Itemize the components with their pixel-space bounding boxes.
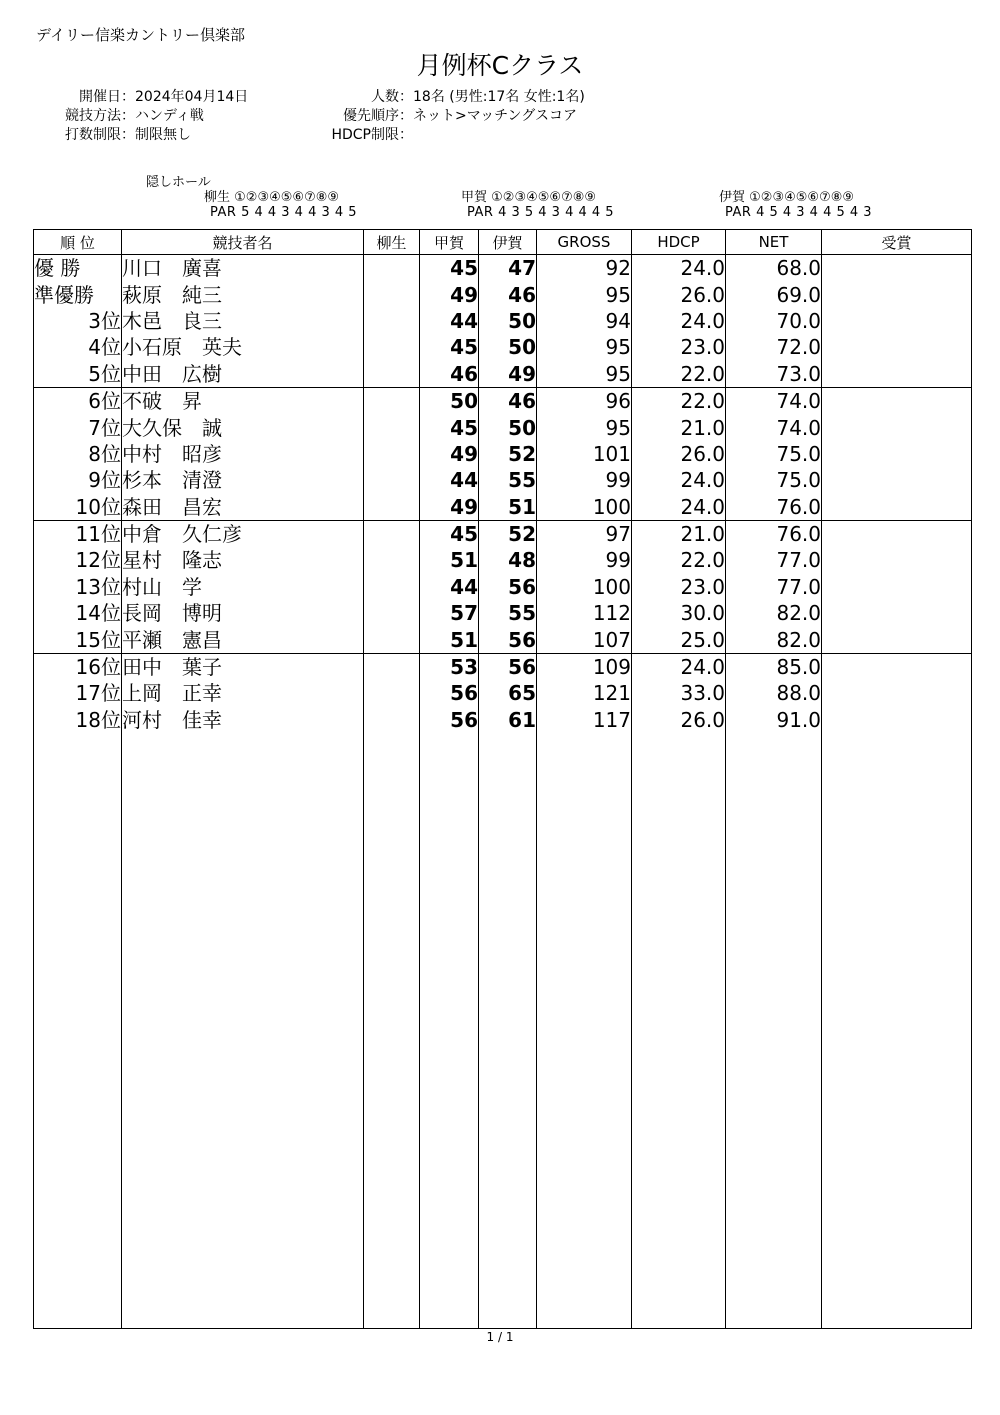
iga-score: 56 bbox=[479, 574, 537, 600]
name-cell: 田中 葉子 bbox=[122, 653, 364, 680]
rank-cell: 12位 bbox=[34, 547, 122, 573]
koka-score: 50 bbox=[420, 387, 479, 414]
yagyu-score bbox=[364, 334, 420, 360]
koka-score: 57 bbox=[420, 600, 479, 626]
koka-score: 45 bbox=[420, 334, 479, 360]
table-row bbox=[34, 334, 972, 360]
award-cell bbox=[822, 308, 972, 334]
gross-score: 107 bbox=[537, 626, 632, 653]
priority-value: ネット>マッチングスコア bbox=[413, 108, 578, 124]
header-rank: 順 位 bbox=[34, 230, 122, 255]
iga-score: 61 bbox=[479, 707, 537, 733]
net-score: 70.0 bbox=[726, 308, 822, 334]
koka-score: 44 bbox=[420, 574, 479, 600]
table-header-row bbox=[34, 230, 972, 255]
name-cell: 小石原 英夫 bbox=[122, 334, 364, 360]
table-row bbox=[34, 281, 972, 307]
koka-score: 49 bbox=[420, 441, 479, 467]
koka-score: 45 bbox=[420, 520, 479, 547]
rank-cell: 5位 bbox=[34, 361, 122, 388]
name-cell: 上岡 正幸 bbox=[122, 680, 364, 706]
format-label: 競技方法： bbox=[65, 108, 135, 124]
table-row bbox=[34, 441, 972, 467]
yagyu-score bbox=[364, 626, 420, 653]
rank-cell: 14位 bbox=[34, 600, 122, 626]
hole-marks: ①②③④⑤⑥⑦⑧⑨ bbox=[749, 190, 855, 205]
award-cell bbox=[822, 520, 972, 547]
hole-marks: ①②③④⑤⑥⑦⑧⑨ bbox=[491, 190, 597, 205]
name-cell: 河村 佳幸 bbox=[122, 707, 364, 733]
table-row bbox=[34, 547, 972, 573]
rank-cell: 16位 bbox=[34, 653, 122, 680]
rank-cell: 11位 bbox=[34, 520, 122, 547]
results-table bbox=[33, 229, 972, 1329]
info-hdcp bbox=[0, 124, 413, 144]
gross-score: 97 bbox=[537, 520, 632, 547]
net-score: 88.0 bbox=[726, 680, 822, 706]
hdcp-value: 24.0 bbox=[632, 255, 726, 282]
hdcp-value: 24.0 bbox=[632, 308, 726, 334]
table-row bbox=[34, 520, 972, 547]
rank-cell: 10位 bbox=[34, 494, 122, 521]
gross-score: 99 bbox=[537, 547, 632, 573]
koka-score: 56 bbox=[420, 707, 479, 733]
net-score: 73.0 bbox=[726, 361, 822, 388]
hdcp-label: HDCP制限： bbox=[331, 127, 413, 143]
net-score: 75.0 bbox=[726, 467, 822, 493]
format-value: ハンディ戦 bbox=[135, 108, 204, 124]
net-score: 72.0 bbox=[726, 334, 822, 360]
gross-score: 100 bbox=[537, 574, 632, 600]
info-priority bbox=[0, 105, 577, 125]
limit-label: 打数制限： bbox=[65, 127, 135, 143]
net-score: 75.0 bbox=[726, 441, 822, 467]
rank-cell: 優 勝 bbox=[34, 255, 122, 282]
koka-score: 45 bbox=[420, 255, 479, 282]
hidden-holes-title: 隠しホール bbox=[146, 175, 211, 190]
gross-score: 121 bbox=[537, 680, 632, 706]
iga-score: 50 bbox=[479, 414, 537, 440]
koka-score: 45 bbox=[420, 414, 479, 440]
koka-score: 53 bbox=[420, 653, 479, 680]
gross-score: 95 bbox=[537, 414, 632, 440]
limit-value: 制限無し bbox=[135, 127, 191, 143]
award-cell bbox=[822, 494, 972, 521]
table-row bbox=[34, 680, 972, 706]
page-number: 1 / 1 bbox=[486, 1330, 514, 1344]
header-award: 受賞 bbox=[822, 230, 972, 255]
yagyu-score bbox=[364, 414, 420, 440]
award-cell bbox=[822, 255, 972, 282]
empty-cell bbox=[632, 733, 726, 1329]
koka-score: 51 bbox=[420, 626, 479, 653]
net-score: 68.0 bbox=[726, 255, 822, 282]
net-score: 76.0 bbox=[726, 494, 822, 521]
empty-cell bbox=[122, 733, 364, 1329]
table-row bbox=[34, 494, 972, 521]
yagyu-score bbox=[364, 680, 420, 706]
par-line-course-1: PAR 5 4 4 3 4 4 3 4 5 bbox=[210, 205, 358, 220]
yagyu-score bbox=[364, 520, 420, 547]
header-yagyu: 柳生 bbox=[364, 230, 420, 255]
empty-cell bbox=[726, 733, 822, 1329]
hdcp-value: 26.0 bbox=[632, 441, 726, 467]
gross-score: 94 bbox=[537, 308, 632, 334]
hidden-holes-course-2 bbox=[461, 186, 596, 205]
rank-cell: 準優勝 bbox=[34, 281, 122, 307]
gross-score: 109 bbox=[537, 653, 632, 680]
yagyu-score bbox=[364, 494, 420, 521]
award-cell bbox=[822, 626, 972, 653]
name-cell: 不破 昇 bbox=[122, 387, 364, 414]
name-cell: 川口 廣喜 bbox=[122, 255, 364, 282]
empty-cell bbox=[364, 733, 420, 1329]
yagyu-score bbox=[364, 281, 420, 307]
net-score: 82.0 bbox=[726, 600, 822, 626]
award-cell bbox=[822, 600, 972, 626]
hdcp-value: 22.0 bbox=[632, 547, 726, 573]
page-title: 月例杯Cクラス bbox=[416, 51, 584, 80]
net-score: 69.0 bbox=[726, 281, 822, 307]
rank-cell: 17位 bbox=[34, 680, 122, 706]
empty-cell bbox=[822, 733, 972, 1329]
net-score: 82.0 bbox=[726, 626, 822, 653]
table-row bbox=[34, 626, 972, 653]
table-row bbox=[34, 467, 972, 493]
koka-score: 44 bbox=[420, 308, 479, 334]
empty-cell bbox=[479, 733, 537, 1329]
yagyu-score bbox=[364, 574, 420, 600]
course-name: 伊賀 bbox=[719, 190, 746, 205]
award-cell bbox=[822, 653, 972, 680]
priority-label: 優先順序： bbox=[343, 108, 413, 124]
rank-cell: 15位 bbox=[34, 626, 122, 653]
table-row bbox=[34, 308, 972, 334]
award-cell bbox=[822, 707, 972, 733]
table-row bbox=[34, 361, 972, 388]
table-row bbox=[34, 653, 972, 680]
rank-cell: 8位 bbox=[34, 441, 122, 467]
hdcp-value: 23.0 bbox=[632, 574, 726, 600]
name-cell: 中村 昭彦 bbox=[122, 441, 364, 467]
iga-score: 47 bbox=[479, 255, 537, 282]
hole-marks: ①②③④⑤⑥⑦⑧⑨ bbox=[234, 190, 340, 205]
table-row bbox=[34, 707, 972, 733]
header-net: NET bbox=[726, 230, 822, 255]
hdcp-value: 26.0 bbox=[632, 281, 726, 307]
table-filler-row bbox=[34, 733, 972, 1329]
yagyu-score bbox=[364, 547, 420, 573]
hdcp-value: 23.0 bbox=[632, 334, 726, 360]
hdcp-value: 24.0 bbox=[632, 494, 726, 521]
gross-score: 112 bbox=[537, 600, 632, 626]
yagyu-score bbox=[364, 308, 420, 334]
hdcp-value: 25.0 bbox=[632, 626, 726, 653]
award-cell bbox=[822, 441, 972, 467]
yagyu-score bbox=[364, 600, 420, 626]
club-name: デイリー信楽カントリー倶楽部 bbox=[36, 26, 245, 44]
gross-score: 95 bbox=[537, 334, 632, 360]
gross-score: 92 bbox=[537, 255, 632, 282]
par-line-course-2: PAR 4 3 5 4 3 4 4 4 5 bbox=[467, 205, 615, 220]
award-cell bbox=[822, 334, 972, 360]
hdcp-value: 30.0 bbox=[632, 600, 726, 626]
koka-score: 46 bbox=[420, 361, 479, 388]
hdcp-value: 26.0 bbox=[632, 707, 726, 733]
gross-score: 95 bbox=[537, 361, 632, 388]
header-gross: GROSS bbox=[537, 230, 632, 255]
award-cell bbox=[822, 361, 972, 388]
name-cell: 萩原 純三 bbox=[122, 281, 364, 307]
hdcp-value: 33.0 bbox=[632, 680, 726, 706]
gross-score: 101 bbox=[537, 441, 632, 467]
koka-score: 49 bbox=[420, 494, 479, 521]
net-score: 76.0 bbox=[726, 520, 822, 547]
yagyu-score bbox=[364, 707, 420, 733]
name-cell: 長岡 博明 bbox=[122, 600, 364, 626]
rank-cell: 13位 bbox=[34, 574, 122, 600]
header-iga: 伊賀 bbox=[479, 230, 537, 255]
table-row bbox=[34, 255, 972, 282]
table-row bbox=[34, 600, 972, 626]
iga-score: 48 bbox=[479, 547, 537, 573]
rank-cell: 6位 bbox=[34, 387, 122, 414]
iga-score: 56 bbox=[479, 653, 537, 680]
name-cell: 星村 隆志 bbox=[122, 547, 364, 573]
name-cell: 木邑 良三 bbox=[122, 308, 364, 334]
net-score: 74.0 bbox=[726, 414, 822, 440]
net-score: 74.0 bbox=[726, 387, 822, 414]
gross-score: 99 bbox=[537, 467, 632, 493]
hdcp-value: 21.0 bbox=[632, 520, 726, 547]
rank-cell: 3位 bbox=[34, 308, 122, 334]
award-cell bbox=[822, 387, 972, 414]
net-score: 85.0 bbox=[726, 653, 822, 680]
header-hdcp: HDCP bbox=[632, 230, 726, 255]
yagyu-score bbox=[364, 467, 420, 493]
hdcp-value: 22.0 bbox=[632, 387, 726, 414]
hdcp-value: 24.0 bbox=[632, 653, 726, 680]
yagyu-score bbox=[364, 387, 420, 414]
award-cell bbox=[822, 281, 972, 307]
yagyu-score bbox=[364, 441, 420, 467]
koka-score: 56 bbox=[420, 680, 479, 706]
iga-score: 50 bbox=[479, 308, 537, 334]
rank-cell: 18位 bbox=[34, 707, 122, 733]
hdcp-value: 21.0 bbox=[632, 414, 726, 440]
rank-cell: 7位 bbox=[34, 414, 122, 440]
count-value: 18名 (男性:17名 女性:1名) bbox=[413, 89, 585, 105]
table-row bbox=[34, 387, 972, 414]
empty-cell bbox=[537, 733, 632, 1329]
yagyu-score bbox=[364, 255, 420, 282]
yagyu-score bbox=[364, 653, 420, 680]
iga-score: 49 bbox=[479, 361, 537, 388]
iga-score: 51 bbox=[479, 494, 537, 521]
hdcp-value: 22.0 bbox=[632, 361, 726, 388]
iga-score: 52 bbox=[479, 520, 537, 547]
date-label: 開催日： bbox=[79, 89, 135, 105]
name-cell: 杉本 清澄 bbox=[122, 467, 364, 493]
date-value: 2024年04月14日 bbox=[135, 89, 249, 105]
table-row bbox=[34, 414, 972, 440]
empty-cell bbox=[34, 733, 122, 1329]
course-name: 柳生 bbox=[204, 190, 231, 205]
iga-score: 46 bbox=[479, 387, 537, 414]
net-score: 91.0 bbox=[726, 707, 822, 733]
hidden-holes-course-3 bbox=[719, 186, 854, 205]
iga-score: 50 bbox=[479, 334, 537, 360]
name-cell: 平瀬 憲昌 bbox=[122, 626, 364, 653]
header-name: 競技者名 bbox=[122, 230, 364, 255]
iga-score: 55 bbox=[479, 600, 537, 626]
name-cell: 大久保 誠 bbox=[122, 414, 364, 440]
hidden-holes-course-1 bbox=[204, 186, 339, 205]
koka-score: 51 bbox=[420, 547, 479, 573]
gross-score: 95 bbox=[537, 281, 632, 307]
yagyu-score bbox=[364, 361, 420, 388]
count-label: 人数： bbox=[371, 89, 413, 105]
award-cell bbox=[822, 414, 972, 440]
iga-score: 55 bbox=[479, 467, 537, 493]
rank-cell: 4位 bbox=[34, 334, 122, 360]
hdcp-value: 24.0 bbox=[632, 467, 726, 493]
name-cell: 中田 広樹 bbox=[122, 361, 364, 388]
gross-score: 117 bbox=[537, 707, 632, 733]
table-row bbox=[34, 574, 972, 600]
name-cell: 中倉 久仁彦 bbox=[122, 520, 364, 547]
award-cell bbox=[822, 467, 972, 493]
par-line-course-3: PAR 4 5 4 3 4 4 5 4 3 bbox=[725, 205, 873, 220]
iga-score: 52 bbox=[479, 441, 537, 467]
koka-score: 49 bbox=[420, 281, 479, 307]
empty-cell bbox=[420, 733, 479, 1329]
award-cell bbox=[822, 574, 972, 600]
net-score: 77.0 bbox=[726, 574, 822, 600]
iga-score: 46 bbox=[479, 281, 537, 307]
info-count bbox=[0, 86, 585, 106]
name-cell: 森田 昌宏 bbox=[122, 494, 364, 521]
net-score: 77.0 bbox=[726, 547, 822, 573]
name-cell: 村山 学 bbox=[122, 574, 364, 600]
gross-score: 96 bbox=[537, 387, 632, 414]
course-name: 甲賀 bbox=[461, 190, 488, 205]
koka-score: 44 bbox=[420, 467, 479, 493]
header-koka: 甲賀 bbox=[420, 230, 479, 255]
rank-cell: 9位 bbox=[34, 467, 122, 493]
iga-score: 56 bbox=[479, 626, 537, 653]
gross-score: 100 bbox=[537, 494, 632, 521]
award-cell bbox=[822, 680, 972, 706]
iga-score: 65 bbox=[479, 680, 537, 706]
award-cell bbox=[822, 547, 972, 573]
